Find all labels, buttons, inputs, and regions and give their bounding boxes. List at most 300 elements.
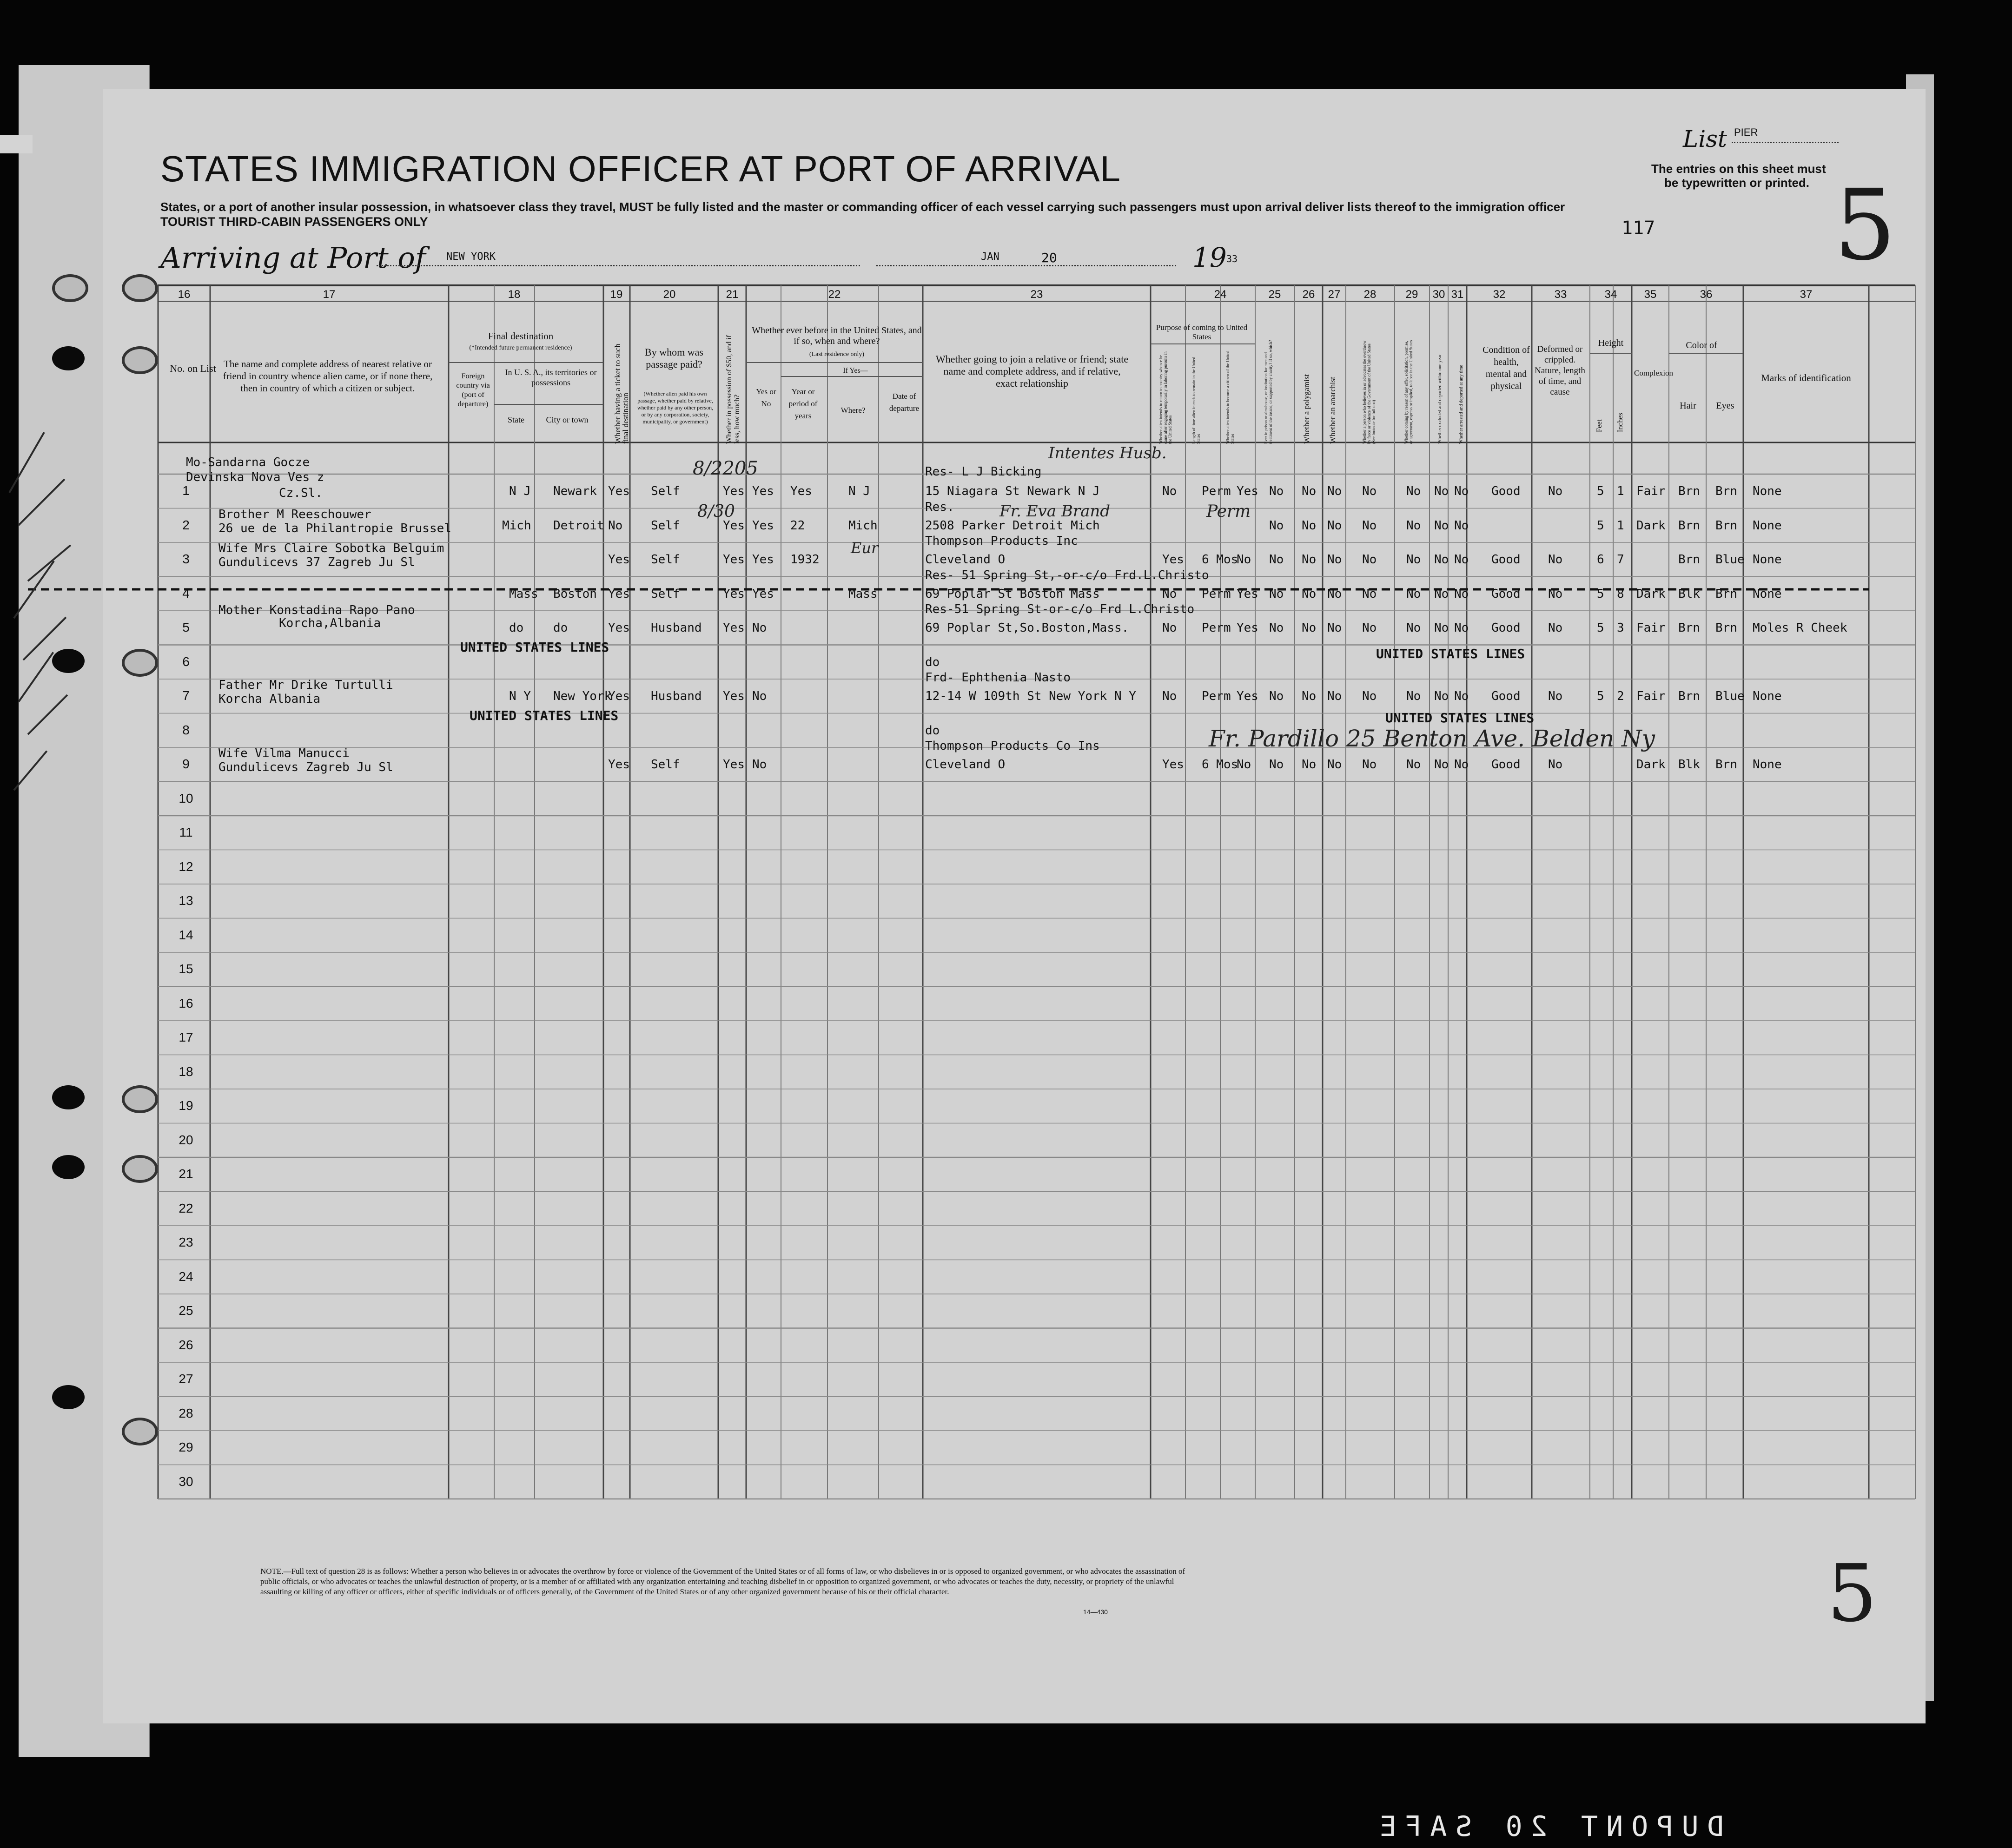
- cell-poly: No: [1302, 689, 1317, 703]
- cell-length: Perm: [1202, 587, 1231, 601]
- cell-feet: 5: [1597, 621, 1604, 635]
- cell-paid: Self: [651, 587, 680, 601]
- row-number: 19: [179, 1098, 193, 1113]
- cell-overthrow: No: [1362, 587, 1377, 601]
- row-number: 20: [179, 1132, 193, 1147]
- day-value: 20: [1041, 250, 1057, 265]
- cell-offer: No: [1406, 758, 1421, 772]
- cell-paid: Self: [651, 758, 680, 772]
- cell-money: Yes: [723, 758, 745, 772]
- cell-nearest2: Korcha Albania: [218, 692, 321, 706]
- col-header-36-eyes: Eyes: [1716, 401, 1734, 411]
- cell-complexion: Dark: [1636, 587, 1666, 601]
- cell-paid: Self: [651, 484, 680, 498]
- col-header-22-yesno: Yes or No: [756, 387, 776, 408]
- cell-anarch: No: [1327, 689, 1342, 703]
- cell-city: Boston: [553, 587, 597, 601]
- col-header-22-year: Year or period of years: [788, 387, 818, 420]
- cell-hair: Brn: [1678, 621, 1700, 635]
- cell-year: Yes: [790, 484, 812, 498]
- cell-inches: 1: [1617, 518, 1624, 533]
- cell-eyes: Brn: [1715, 484, 1737, 498]
- cell-excl: No: [1434, 553, 1449, 567]
- cell-offer: No: [1406, 587, 1421, 601]
- cell-marks: None: [1753, 587, 1782, 601]
- cell-prison: No: [1269, 518, 1284, 533]
- row-number: 5: [182, 620, 190, 634]
- row-number: 12: [179, 859, 193, 874]
- cell-poly: No: [1302, 484, 1317, 498]
- col-header-22-where: Where?: [841, 406, 866, 415]
- cell-arr: No: [1454, 689, 1469, 703]
- cell-length: 6 Mos: [1202, 758, 1238, 772]
- cell-deform: No: [1548, 621, 1563, 635]
- col-header-28: Whether a person who believes in or advocates the overthrow by force or violence of the Government of the United States (See footnote for full text): [1362, 340, 1376, 444]
- cell-prison: No: [1269, 758, 1284, 772]
- cell-citizen: No: [1237, 758, 1251, 772]
- row-number: 4: [182, 586, 190, 601]
- cell-join: 12-14 W 109th St New York N Y: [925, 689, 1136, 703]
- cell-money: Yes: [723, 689, 745, 703]
- column-number: 31: [1451, 288, 1464, 301]
- cell-ticket: Yes: [608, 587, 630, 601]
- sheet-number-bottom: 5: [1827, 1548, 1878, 1640]
- cell-feet: 6: [1597, 553, 1604, 567]
- cell-arr: No: [1454, 518, 1469, 533]
- column-number: 29: [1405, 288, 1418, 301]
- cell-eyes: Blue: [1715, 553, 1745, 567]
- cell-health: Good: [1491, 587, 1521, 601]
- row-number: 9: [182, 757, 190, 771]
- row-number: 21: [179, 1167, 193, 1181]
- subtitle: States, or a port of another insular possession, in whatsoever class they travel, MUST be fully listed and the master or commanding officer of each vessel carrying such passengers must upon arrival deliver lists thereof to the immigration officer: [160, 200, 1565, 214]
- cell-inches: 2: [1617, 689, 1624, 703]
- check-mark: [14, 751, 47, 790]
- cell-where: Mass: [848, 587, 878, 601]
- row-number: 25: [179, 1303, 193, 1318]
- cell-hair: Brn: [1678, 518, 1700, 533]
- cell-city: Detroit: [553, 518, 604, 533]
- cell-offer: No: [1406, 484, 1421, 498]
- cell-ret: No: [1162, 587, 1177, 601]
- column-number: 36: [1700, 288, 1713, 301]
- cell-complexion: Fair: [1636, 621, 1666, 635]
- col-header-34-inches: Inches: [1616, 413, 1624, 432]
- cell-anarch: No: [1327, 484, 1342, 498]
- check-mark: [28, 545, 71, 581]
- column-number: 16: [178, 288, 191, 301]
- cell-poly: No: [1302, 758, 1317, 772]
- cell-citizen: Yes: [1237, 689, 1258, 703]
- film-edge-text: DUPONT 20 SAFE: [1371, 1810, 1724, 1843]
- col-header-31: Whether arrested and deported at any time: [1459, 365, 1464, 444]
- cell-citizen: Yes: [1237, 484, 1258, 498]
- col-header-36-hair: Hair: [1680, 401, 1696, 411]
- col-header-24c: Whether alien intends to become a citizen of the United States: [1225, 350, 1235, 444]
- month-value: JAN: [981, 251, 999, 263]
- cell-nearest-top: Mo-Sandarna Gocze: [186, 455, 310, 469]
- handwritten-note: Fr. Eva Brand: [999, 502, 1110, 521]
- col-header-35: Complexion: [1634, 369, 1674, 377]
- col-header-34: Height: [1598, 338, 1624, 348]
- check-mark: [9, 432, 44, 493]
- col-header-37: Marks of identification: [1761, 372, 1851, 383]
- cell-overthrow: No: [1362, 689, 1377, 703]
- cell-ret: No: [1162, 689, 1177, 703]
- class-line: TOURIST THIRD-CABIN PASSENGERS ONLY: [160, 215, 428, 229]
- cell-complexion: Fair: [1636, 689, 1666, 703]
- cell-offer: No: [1406, 621, 1421, 635]
- cell-nearest: Korcha,Albania: [279, 616, 381, 630]
- cell-nearest: Devinska Nova Ves z: [186, 470, 324, 484]
- handwritten-note: Fr. Pardillo 25 Benton Ave. Belden Ny: [1209, 725, 1655, 752]
- cell-deform: No: [1548, 587, 1563, 601]
- col-header-18-sub: (*Intended future permanent residence): [469, 344, 572, 351]
- cell-health: Good: [1491, 758, 1521, 772]
- cell-arr: No: [1454, 484, 1469, 498]
- cell-feet: 5: [1597, 484, 1604, 498]
- cell-join-top: Frd- Ephthenia Nasto: [925, 671, 1071, 685]
- col-header-20: By whom was passage paid?: [645, 346, 703, 370]
- column-number: 21: [726, 288, 739, 301]
- cell-excl: No: [1434, 689, 1449, 703]
- cell-join-top: Res.: [925, 500, 954, 514]
- cell-complexion: Fair: [1636, 484, 1666, 498]
- row-number: 1: [182, 483, 190, 498]
- cell-state: do: [509, 621, 524, 635]
- cell-join: 69 Poplar St,So.Boston,Mass.: [925, 621, 1129, 635]
- cell-poly: No: [1302, 587, 1317, 601]
- col-header-24b: Length of time alien intends to remain in the United States: [1191, 356, 1201, 444]
- page-number: 117: [1622, 218, 1655, 239]
- row-number: 7: [182, 688, 190, 703]
- column-number: 37: [1800, 288, 1813, 301]
- cell-arr: No: [1454, 553, 1469, 567]
- cell-inches: 8: [1617, 587, 1624, 601]
- cell-deform: No: [1548, 689, 1563, 703]
- cell-join: do: [925, 723, 940, 738]
- cell-year: 22: [790, 518, 805, 533]
- cell-money: Yes: [723, 553, 745, 567]
- column-number: 20: [663, 288, 676, 301]
- check-mark: [19, 479, 65, 525]
- cell-inches: 7: [1617, 553, 1624, 567]
- cell-marks: Moles R Cheek: [1753, 621, 1847, 635]
- cell-length: Perm: [1202, 484, 1231, 498]
- cell-citizen: Yes: [1237, 587, 1258, 601]
- cell-health: Good: [1491, 621, 1521, 635]
- row-number: 29: [179, 1440, 193, 1454]
- cell-marks: None: [1753, 484, 1782, 498]
- cell-hair: Brn: [1678, 484, 1700, 498]
- cell-ticket: Yes: [608, 689, 630, 703]
- cell-join-top: Res- L J Bicking: [925, 465, 1042, 479]
- cell-arr: No: [1454, 621, 1469, 635]
- cell-anarch: No: [1327, 758, 1342, 772]
- col-header-34-feet: Feet: [1595, 419, 1603, 432]
- cell-foreign: Mich: [502, 518, 531, 533]
- cell-excl: No: [1434, 518, 1449, 533]
- cell-marks: None: [1753, 518, 1782, 533]
- cell-eyes: Brn: [1715, 518, 1737, 533]
- cell-overthrow: No: [1362, 484, 1377, 498]
- cell-health: Good: [1491, 689, 1521, 703]
- cell-year: 1932: [790, 553, 820, 567]
- cell-anarch: No: [1327, 621, 1342, 635]
- cell-ticket: No: [608, 518, 623, 533]
- cell-state: N J: [509, 484, 531, 498]
- row-number: 18: [179, 1064, 193, 1079]
- col-header-36: Color of—: [1686, 340, 1727, 350]
- cell-before: Yes: [752, 587, 774, 601]
- col-header-22: Whether ever before in the United States, and if so, when and where?: [752, 325, 922, 346]
- row-number: 14: [179, 927, 193, 942]
- cell-money: Yes: [723, 518, 745, 533]
- column-number: 25: [1268, 288, 1281, 301]
- row-number: 27: [179, 1372, 193, 1386]
- cell-money: Yes: [723, 587, 745, 601]
- cell-complexion: Dark: [1636, 518, 1666, 533]
- cell-feet: 5: [1597, 587, 1604, 601]
- cell-money: Yes: [723, 621, 745, 635]
- column-number: 17: [323, 288, 336, 301]
- col-header-18-usa: In U. S. A., its territories or possessions: [505, 368, 597, 387]
- cell-before: Yes: [752, 484, 774, 498]
- usl-stamp: UNITED STATES LINES: [1376, 646, 1525, 661]
- handwritten-note: 8/2205: [693, 458, 758, 479]
- cell-feet: 5: [1597, 518, 1604, 533]
- col-header-25: Ever in prison or almshouse, or institution for care and treatment of the insane, or supported by charity? If so, which?: [1264, 340, 1273, 444]
- cell-before: Yes: [752, 518, 774, 533]
- row-number: 2: [182, 517, 190, 532]
- footnote: NOTE.—Full text of question 28 is as follows: Whether a person who believes in or advocates the overthrow by force or violence of the Government of the United States or of all forms of law, or who disbelieves in or is opposed to organized government, or who advocates the assassination of public officials, or who advocates or teaches the unlawful destruction of property, or is a member of or affiliated with any organization entertaining and teaching disbelief in or opposition to organized government, or who advocates or teaches the duty, necessity, or propriety of the unlawful assaulting or killing of any officer or officers, either of specific individuals or of officers generally, of the Government of the United States or of any other organized government because of his or their official character.: [260, 1567, 1185, 1596]
- cell-eyes: Brn: [1715, 587, 1737, 601]
- column-number: 34: [1604, 288, 1617, 301]
- cell-paid: Self: [651, 553, 680, 567]
- handwritten-note: Perm: [1206, 502, 1251, 521]
- cell-feet: 5: [1597, 689, 1604, 703]
- usl-stamp: UNITED STATES LINES: [460, 639, 609, 655]
- cell-nearest-top: Mother Konstadina Rapo Pano: [218, 603, 415, 617]
- col-header-24a: Whether alien intends to return to country whence he came after engaging temporarily in laboring pursuits in the United States: [1158, 351, 1172, 444]
- cell-before: No: [752, 689, 767, 703]
- cell-arr: No: [1454, 587, 1469, 601]
- col-header-23: Whether going to join a relative or friend; state name and complete address, and if relative, exact relationship: [935, 353, 1129, 389]
- cell-join-top: Thompson Products Co Ins: [925, 739, 1100, 753]
- cell-paid: Husband: [651, 689, 702, 703]
- column-number: 33: [1554, 288, 1567, 301]
- column-number: 18: [508, 288, 521, 301]
- cell-join-top: Thompson Products Inc: [925, 534, 1078, 548]
- cell-state: Mass: [509, 587, 538, 601]
- cell-eyes: Brn: [1715, 758, 1737, 772]
- cell-city: do: [553, 621, 568, 635]
- list-value: PIER: [1734, 126, 1758, 138]
- cell-marks: None: [1753, 553, 1782, 567]
- row-number: 13: [179, 893, 193, 908]
- cell-join: 2508 Parker Detroit Mich: [925, 518, 1100, 533]
- row-number: 26: [179, 1337, 193, 1352]
- cell-ret: No: [1162, 621, 1177, 635]
- col-header-22-ifyes: If Yes—: [843, 367, 868, 375]
- usl-stamp: UNITED STATES LINES: [1385, 710, 1535, 726]
- row-number: 8: [182, 722, 190, 737]
- cell-inches: 1: [1617, 484, 1624, 498]
- col-header-27: Whether an anarchist: [1328, 376, 1337, 444]
- cell-join: 69 Poplar St Boston Mass: [925, 587, 1100, 601]
- column-number: 30: [1432, 288, 1445, 301]
- arriving-label: Arriving at Port of: [160, 241, 426, 275]
- col-header-22-date: Date of departure: [889, 392, 920, 413]
- cell-ret: Yes: [1162, 553, 1184, 567]
- handwritten-note: 8/30: [697, 502, 735, 521]
- col-header-30: Whether excluded and deported within one year: [1437, 354, 1443, 444]
- cell-hair: Brn: [1678, 553, 1700, 567]
- row-number: 10: [179, 791, 193, 805]
- cell-marks: None: [1753, 758, 1782, 772]
- port-value: NEW YORK: [446, 251, 496, 263]
- cell-before: No: [752, 621, 767, 635]
- cell-eyes: Brn: [1715, 621, 1737, 635]
- cell-where: N J: [848, 484, 870, 498]
- cell-excl: No: [1434, 758, 1449, 772]
- col-header-32: Condition of health, mental and physical: [1483, 345, 1530, 391]
- col-header-33: Deformed or crippled. Nature, length of time, and cause: [1535, 344, 1585, 397]
- cell-citizen: Yes: [1237, 621, 1258, 635]
- row-number: 22: [179, 1201, 193, 1215]
- cell-arr: No: [1454, 758, 1469, 772]
- cell-offer: No: [1406, 689, 1421, 703]
- cell-nearest: Father Mr Drike Turtulli: [218, 678, 393, 692]
- column-number: 24: [1214, 288, 1227, 301]
- row-number: 15: [179, 962, 193, 976]
- cell-money: Yes: [723, 484, 745, 498]
- cell-poly: No: [1302, 518, 1317, 533]
- year-suffix: 33: [1226, 253, 1238, 264]
- cell-excl: No: [1434, 484, 1449, 498]
- row-number: 24: [179, 1269, 193, 1284]
- cell-health: Good: [1491, 553, 1521, 567]
- cell-join: Cleveland O: [925, 758, 1006, 772]
- cell-prison: No: [1269, 621, 1284, 635]
- column-number: 19: [610, 288, 623, 301]
- usl-stamp: UNITED STATES LINES: [470, 707, 619, 723]
- cell-nearest: Wife Vilma Manucci: [218, 746, 350, 760]
- cell-offer: No: [1406, 518, 1421, 533]
- handwritten-note: Intentes Husb.: [1048, 444, 1167, 462]
- column-number: 22: [828, 288, 841, 301]
- col-header-17: The name and complete address of nearest relative or friend in country whence alien came, or if none there, then in country of which a citizen or subject.: [223, 358, 433, 394]
- cell-before: Yes: [752, 553, 774, 567]
- cell-prison: No: [1269, 689, 1284, 703]
- cell-anarch: No: [1327, 587, 1342, 601]
- cell-before: No: [752, 758, 767, 772]
- cell-nearest2: Gundulicevs 37 Zagreb Ju Sl: [218, 555, 415, 569]
- cell-inches: 3: [1617, 621, 1624, 635]
- cell-deform: No: [1548, 484, 1563, 498]
- cell-ret: No: [1162, 484, 1177, 498]
- page-title: STATES IMMIGRATION OFFICER AT PORT OF ARRIVAL: [160, 148, 1121, 189]
- cell-city: New York: [553, 689, 612, 703]
- col-header-16: No. on List: [170, 363, 216, 374]
- list-label: List: [1683, 125, 1727, 152]
- cell-prison: No: [1269, 553, 1284, 567]
- cell-paid: Self: [651, 518, 680, 533]
- instruction-1: The entries on this sheet must: [1651, 162, 1826, 176]
- row-number: 3: [182, 552, 190, 566]
- instruction-2: be typewritten or printed.: [1664, 176, 1810, 190]
- sheet-number: 5: [1834, 168, 1896, 282]
- cell-excl: No: [1434, 621, 1449, 635]
- cell-city: Newark: [553, 484, 597, 498]
- column-number: 27: [1328, 288, 1341, 301]
- cell-ticket: Yes: [608, 553, 630, 567]
- cell-ticket: Yes: [608, 758, 630, 772]
- col-header-18-state: State: [508, 415, 524, 424]
- cell-prison: No: [1269, 587, 1284, 601]
- cell-poly: No: [1302, 621, 1317, 635]
- row-number: 16: [179, 996, 193, 1010]
- col-header-29: Whether coming by reason of any offer, solicitation, promise, or agreement, express or implied, to labor in the United States: [1404, 340, 1413, 444]
- cell-join-top: Res- 51 Spring St,-or-c/o Frd.L.Christo: [925, 568, 1209, 582]
- cell-poly: No: [1302, 553, 1317, 567]
- column-number: 23: [1030, 288, 1043, 301]
- cell-anarch: No: [1327, 518, 1342, 533]
- cell-length: 6 Mos: [1202, 553, 1238, 567]
- column-number: 28: [1363, 288, 1377, 301]
- cell-marks: None: [1753, 689, 1782, 703]
- col-header-26: Whether a polygamist: [1302, 374, 1311, 444]
- col-header-18-foreign: Foreign country via (port of departure): [456, 372, 490, 408]
- cell-prison: No: [1269, 484, 1284, 498]
- cell-length: Perm: [1202, 621, 1231, 635]
- col-header-18: Final destination: [488, 330, 554, 342]
- cell-nearest2: Cz.Sl.: [279, 486, 323, 500]
- cell-overthrow: No: [1362, 758, 1377, 772]
- cell-join-top: Res-51 Spring St-or-c/o Frd L.Christo: [925, 602, 1195, 616]
- col-header-21: Whether in possession of $50, and if less, how much?: [725, 335, 741, 444]
- col-header-18-city: City or town: [546, 415, 589, 424]
- cell-paid: Husband: [651, 621, 702, 635]
- row-number: 23: [179, 1235, 193, 1249]
- form-number: 14—430: [1083, 1608, 1108, 1616]
- cell-where: Mich: [848, 518, 878, 533]
- cell-health: Good: [1491, 484, 1521, 498]
- cell-ticket: Yes: [608, 484, 630, 498]
- check-mark: [23, 617, 66, 660]
- check-mark: [28, 695, 67, 734]
- col-header-20-sub: (Whether alien paid his own passage, whether paid by relative, whether paid by any other person, or by any corporation, society, municipality, or government): [637, 390, 714, 425]
- handwritten-note: Eur: [851, 539, 879, 557]
- cell-complexion: Dark: [1636, 758, 1666, 772]
- col-header-24: Purpose of coming to United States: [1156, 323, 1248, 341]
- row-number: 30: [179, 1474, 193, 1489]
- cell-join: Cleveland O: [925, 553, 1006, 567]
- cell-state: N Y: [509, 689, 531, 703]
- cell-hair: Blk: [1678, 758, 1700, 772]
- cell-deform: No: [1548, 553, 1563, 567]
- cell-excl: No: [1434, 587, 1449, 601]
- row-number: 28: [179, 1406, 193, 1420]
- cell-citizen: No: [1237, 553, 1251, 567]
- cell-hair: Blk: [1678, 587, 1700, 601]
- cell-deform: No: [1548, 758, 1563, 772]
- cell-join: do: [925, 655, 940, 669]
- column-number: 32: [1493, 288, 1506, 301]
- column-number: 26: [1302, 288, 1315, 301]
- cell-hair: Brn: [1678, 689, 1700, 703]
- year-prefix: 19: [1192, 242, 1227, 273]
